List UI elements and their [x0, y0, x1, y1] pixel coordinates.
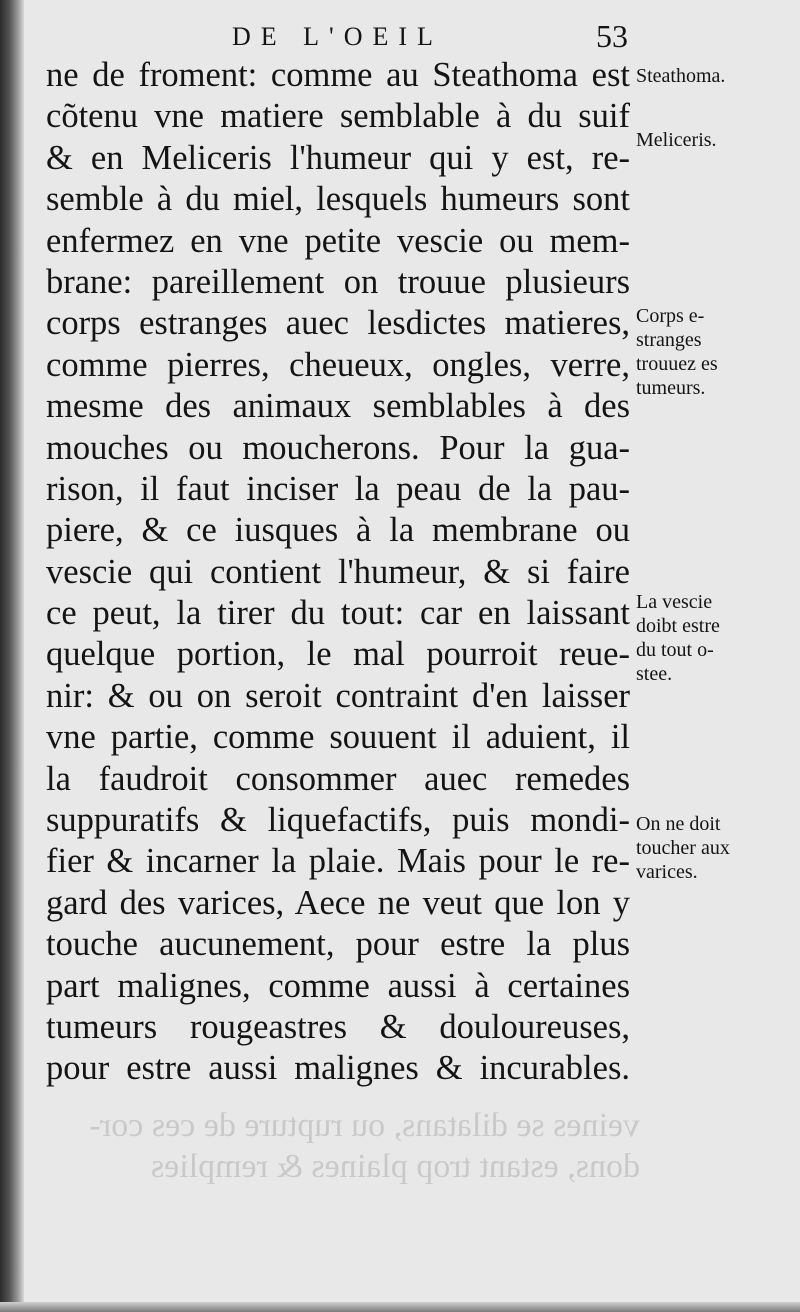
body-line-7: corps estranges auec lesdictes matieres, [46, 304, 630, 343]
margin-note-line: varices. [636, 861, 698, 883]
body-line-6: brane: pareillement on trouue plusieurs [46, 262, 630, 301]
body-text [46, 55, 630, 1090]
page-bottom-edge [0, 1302, 800, 1312]
margin-note-meliceris [636, 128, 796, 152]
body-line-20: fier & incarner la plaie. Mais pour le re- [46, 842, 630, 881]
body-line-13: vescie qui contient l'humeur, & si faire [46, 552, 630, 591]
body-line-16: nir: & ou on seroit contraint d'en laisser [46, 676, 630, 715]
body-line-14: ce peut, la tirer du tout: car en laissant [46, 594, 630, 633]
margin-note-vescie [636, 590, 796, 686]
body-line-12: piere, & ce iusques à la membrane ou [46, 511, 630, 550]
body-line-10: mouches ou moucherons. Pour la gua- [46, 428, 630, 467]
margin-note-line: Corps e- [636, 305, 705, 327]
margin-note-line: toucher aux [636, 837, 730, 859]
page-number: 53 [596, 18, 628, 54]
margin-note-line: stee. [636, 663, 673, 685]
bleed-line: dons, estant trop plaines & remplies [150, 1148, 640, 1185]
body-line-3: & en Meliceris l'humeur qui y est, re- [46, 138, 630, 177]
body-line-4: semble à du miel, lesquels humeurs sont [46, 180, 630, 219]
margin-note-corps-estranges [636, 304, 796, 400]
body-line-11: rison, il faut inciser la peau de la pau- [46, 469, 630, 508]
margin-note-line: On ne doit [636, 813, 721, 835]
margin-note-line: trouuez es [636, 353, 718, 375]
body-line-19: suppuratifs & liquefactifs, puis mondi- [46, 801, 630, 840]
margin-note-line: Steathoma. [636, 65, 726, 87]
body-line-15: quelque portion, le mal pourroit reue- [46, 635, 630, 674]
body-line-25: pour estre aussi malignes & incurables. [46, 1049, 630, 1088]
bleed-line: veines se dilatans, ou rupture de ces cor- [89, 1107, 640, 1144]
body-line-2: cõtenu vne matiere semblable à du suif [46, 97, 630, 136]
bleed-through-text [89, 1105, 640, 1187]
page-binding-shadow [0, 0, 24, 1312]
running-title: DE L'OEIL [232, 22, 443, 51]
body-line-24: tumeurs rougeastres & douloureuses, [46, 1007, 630, 1046]
margin-note-line: La vescie [636, 591, 713, 613]
body-line-21: gard des varices, Aece ne veut que lon y [46, 883, 630, 922]
margin-note-steathoma [636, 64, 796, 88]
margin-note-varices [636, 812, 796, 884]
margin-note-line: doibt estre [636, 615, 720, 637]
body-line-5: enfermez en vne petite vescie ou mem- [46, 221, 630, 260]
body-line-23: part malignes, comme aussi à certaines [46, 966, 630, 1005]
body-line-17: vne partie, comme souuent il aduient, il [46, 718, 630, 757]
body-line-1: ne de froment: comme au Steathoma est [46, 56, 630, 94]
body-line-22: touche aucunement, pour estre la plus [46, 925, 630, 964]
margin-note-line: stranges [636, 329, 702, 351]
body-line-18: la faudroit consommer auec remedes [46, 759, 630, 798]
body-line-9: mesme des animaux semblables à des [46, 387, 630, 426]
margin-note-line: du tout o- [636, 639, 714, 661]
body-line-8: comme pierres, cheueux, ongles, verre, [46, 345, 630, 384]
margin-note-line: Meliceris. [636, 129, 717, 151]
margin-note-line: tumeurs. [636, 377, 706, 399]
